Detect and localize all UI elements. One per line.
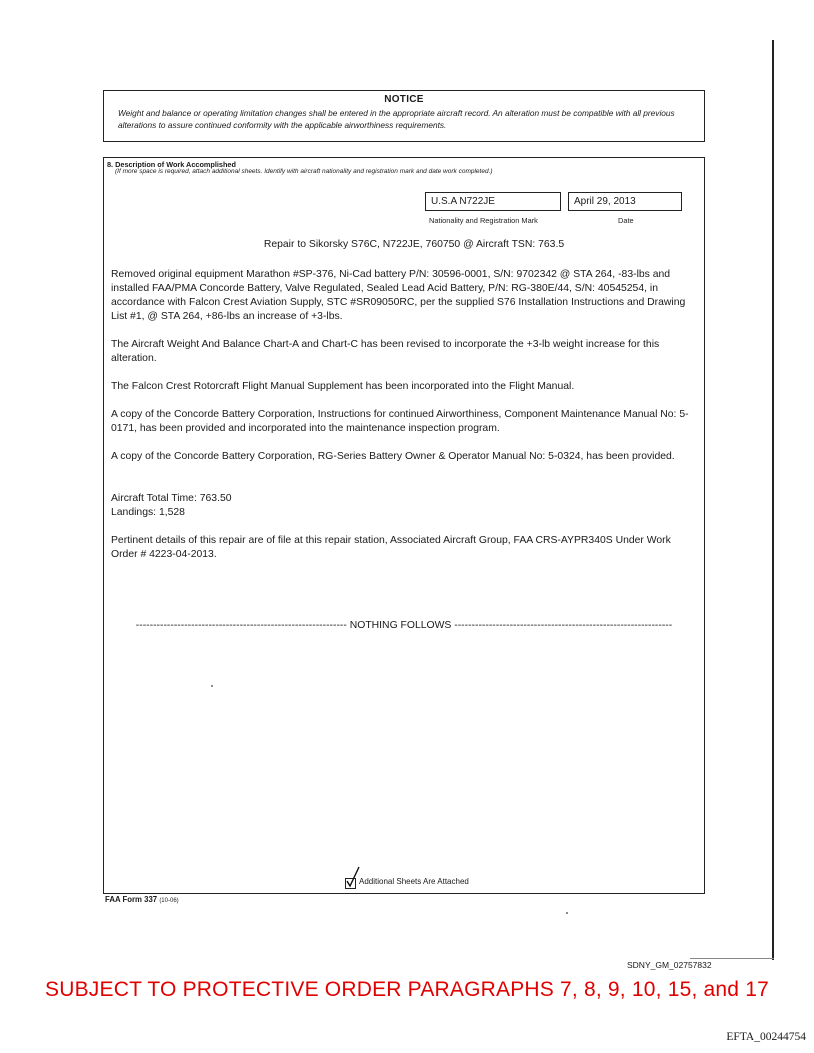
paragraph-owner-manual: A copy of the Concorde Battery Corporation, RG-Series Battery Owner & Operator Manual No: 5-0324, has been provided. (111, 451, 675, 462)
paragraph-battery-replacement: Removed original equipment Marathon #SP-376, Ni-Cad battery P/N: 30596-0001, S/N: 9702342 @ STA 264, -83-lbs and installed FAA/PMA Concorde Battery, Valve Regulated, Sealed Lead Acid Battery, P/N: RG-380E/44, S/N: 40545254, in accordance with Falcon Crest Aviation Supply, STC #SR09050RC, per the supplied S76 Installation Instructions and Drawing List #1, @ STA 264, +86-lbs an increase of +3-lbs. (111, 269, 686, 322)
additional-sheets-label: Additional Sheets Are Attached (359, 877, 469, 886)
date-field[interactable]: April 29, 2013 (568, 192, 682, 211)
right-margin-line (772, 40, 774, 960)
notice-title: NOTICE (384, 94, 424, 105)
scan-speck (211, 685, 213, 687)
work-heading: Repair to Sikorsky S76C, N722JE, 760750 @ Aircraft TSN: 763.5 (263, 239, 565, 250)
scan-speck (566, 912, 568, 914)
efta-number: EFTA_00244754 (726, 1031, 806, 1043)
form-identifier (105, 895, 179, 904)
form-revision: (10-06) (159, 898, 179, 904)
paragraph-weight-balance: The Aircraft Weight And Balance Chart-A and Chart-C has been revised to incorporate the +3-lb weight increase for this alteration. (111, 339, 660, 364)
protective-order-stamp: SUBJECT TO PROTECTIVE ORDER PARAGRAPHS 7, 8, 9, 10, 15, and 17 (45, 978, 769, 1001)
paragraph-pertinent-details: Pertinent details of this repair are of file at this repair station, Associated Aircraft Group, FAA CRS-AYPR340S Under Work Order # 4223-04-2013. (111, 535, 671, 560)
nationality-registration-label: Nationality and Registration Mark (429, 216, 538, 225)
bates-number: SDNY_GM_02757832 (627, 960, 712, 970)
form-name: FAA Form 337 (105, 895, 158, 904)
description-of-work-section (103, 157, 705, 894)
paragraph-flight-manual: The Falcon Crest Rotorcraft Flight Manual Supplement has been incorporated into the Flight Manual. (111, 381, 575, 392)
notice-text: Weight and balance or operating limitation changes shall be entered in the appropriate aircraft record. An alteration must be compatible with all previous alterations to assure continued conformity with the applicable airworthiness requirements. (118, 108, 675, 130)
date-label: Date (618, 216, 634, 225)
section-subtitle: (If more space is required, attach additional sheets. Identify with aircraft nationality and registration mark and date work completed.) (115, 168, 493, 175)
notice-box (103, 90, 705, 142)
paragraph-component-maintenance: A copy of the Concorde Battery Corporation, Instructions for continued Airworthiness, Component Maintenance Manual No: 5-0171, has been provided and incorporated into the maintenance inspection program. (111, 409, 689, 434)
bottom-margin-line (690, 958, 774, 959)
aircraft-total-time: Aircraft Total Time: 763.50 (111, 493, 232, 504)
nationality-registration-field[interactable]: U.S.A N722JE (425, 192, 561, 211)
nothing-follows-line: ------------------------------------------------------------- NOTHING FOLLOWS --------------------------------------------------------------- (135, 620, 673, 631)
section-title: 8. Description of Work Accomplished (107, 160, 236, 169)
additional-sheets-checkbox[interactable] (345, 878, 356, 889)
landings-count: Landings: 1,528 (111, 507, 185, 518)
